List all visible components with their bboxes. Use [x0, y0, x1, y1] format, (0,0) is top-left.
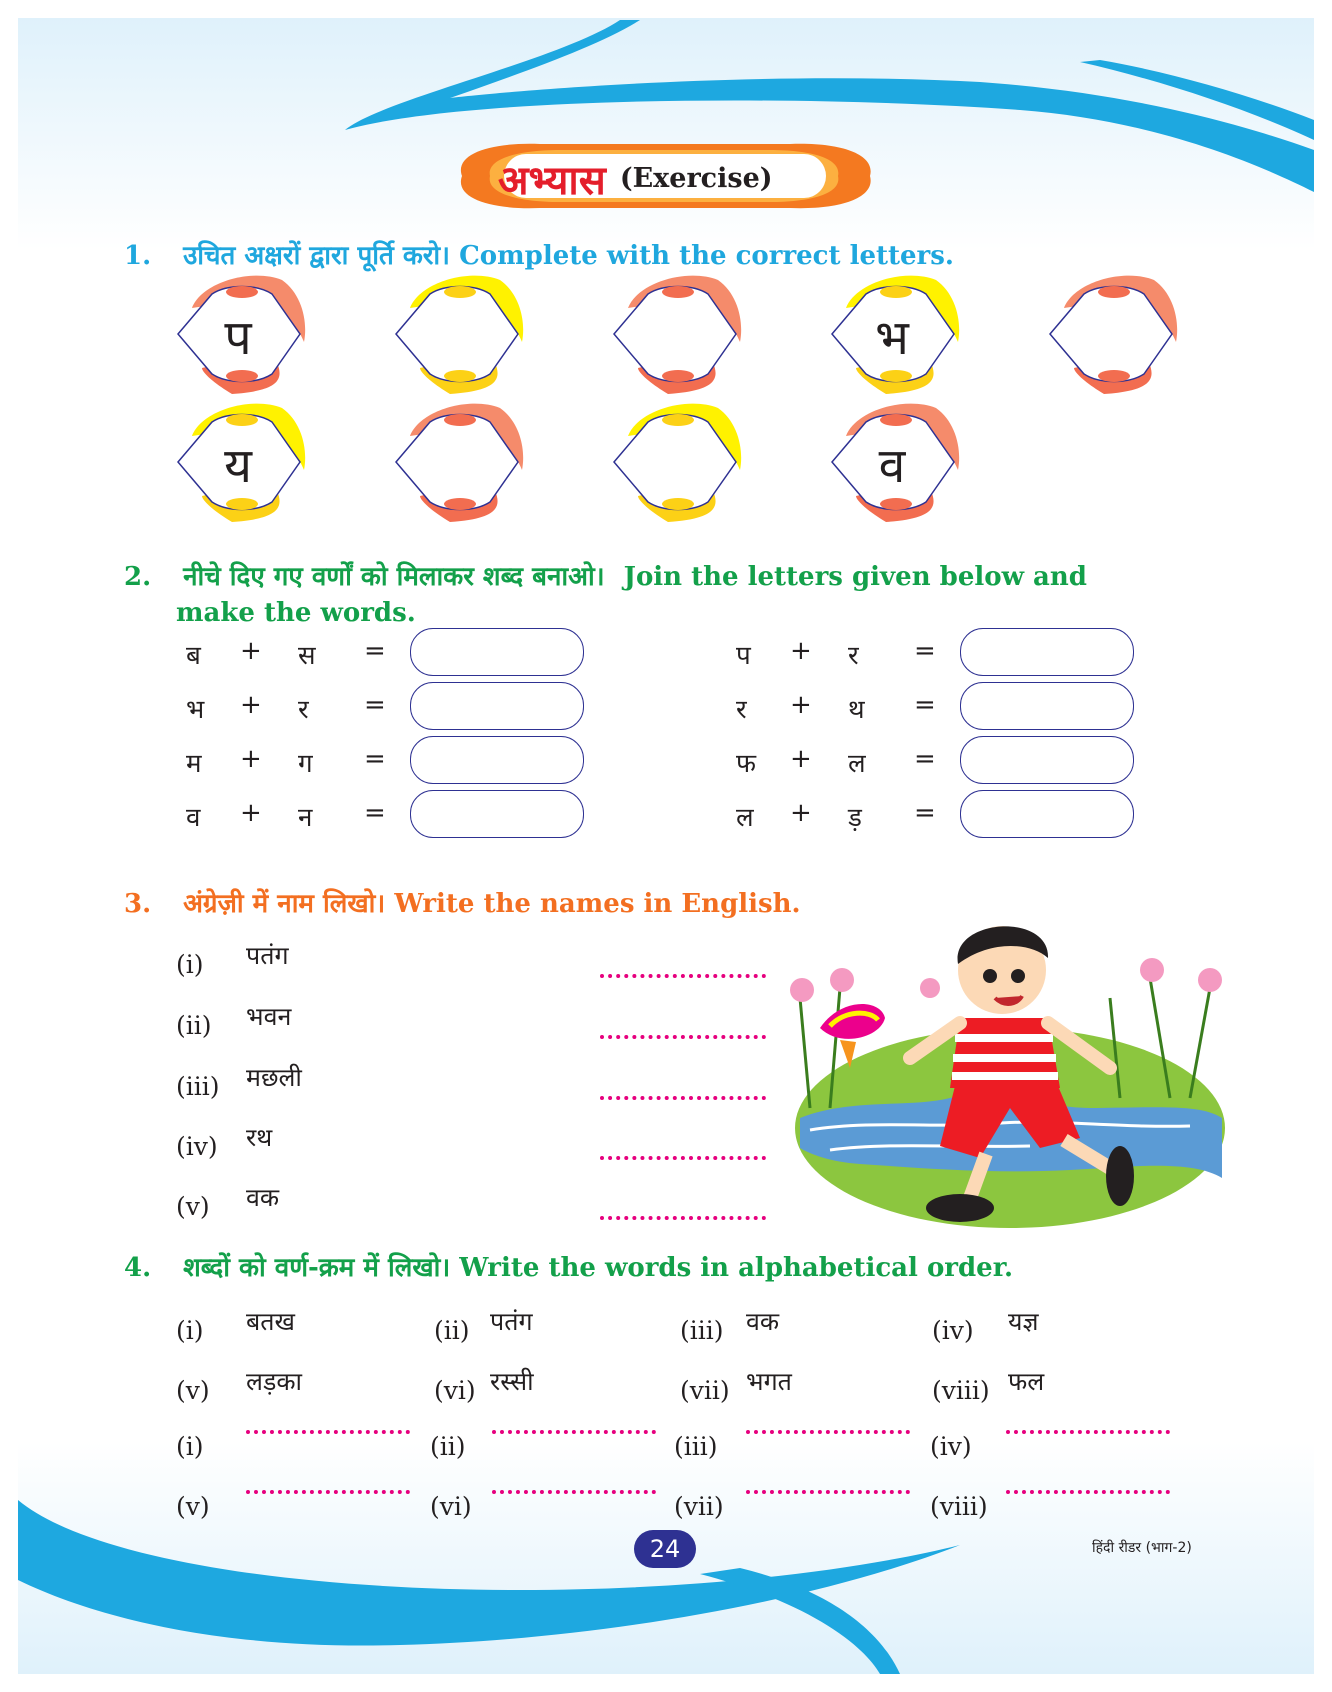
box-letter: प	[224, 309, 252, 366]
question-hindi: अंग्रेज़ी में नाम लिखो।	[183, 889, 386, 919]
question-number: 1.	[124, 241, 152, 271]
title-hindi: अभ्यास	[498, 156, 606, 204]
answer-line[interactable]	[600, 1156, 766, 1160]
item-number: (v)	[176, 1192, 210, 1221]
hindi-word: वक	[246, 1183, 280, 1212]
answer-number: (v)	[176, 1492, 210, 1521]
equals-sign: =	[364, 636, 386, 666]
question-2	[124, 557, 1087, 593]
answer-line[interactable]	[246, 1430, 410, 1434]
word-number: (v)	[176, 1376, 210, 1405]
equals-sign: =	[914, 636, 936, 666]
plus-sign: +	[790, 636, 812, 666]
letter-box[interactable]	[826, 400, 966, 524]
answer-line[interactable]	[600, 1216, 766, 1220]
letter-box[interactable]	[608, 272, 748, 396]
answer-box[interactable]	[960, 628, 1134, 676]
answer-number: (viii)	[930, 1492, 988, 1521]
answer-number: (iv)	[930, 1432, 972, 1461]
box-letter: व	[878, 437, 906, 494]
question-english: Write the names in English.	[394, 889, 801, 919]
title-english: (Exercise)	[619, 162, 773, 194]
letter-b: थ	[848, 695, 865, 725]
question-hindi: नीचे दिए गए वर्णों को मिलाकर शब्द बनाओ।	[183, 562, 605, 592]
answer-box[interactable]	[410, 790, 584, 838]
letter-b: न	[298, 803, 313, 833]
item-number: (iii)	[176, 1072, 220, 1101]
letter-box[interactable]	[826, 272, 966, 396]
answer-line[interactable]	[600, 1035, 766, 1039]
item-number: (iv)	[176, 1132, 218, 1161]
plus-sign: +	[240, 690, 262, 720]
equals-sign: =	[914, 744, 936, 774]
word: रस्सी	[490, 1367, 534, 1396]
question-hindi: उचित अक्षरों द्वारा पूर्ति करो।	[183, 241, 451, 271]
answer-box[interactable]	[960, 736, 1134, 784]
equals-sign: =	[914, 690, 936, 720]
answer-number: (i)	[176, 1432, 204, 1461]
letter-a: व	[186, 803, 201, 833]
word-number: (iii)	[680, 1316, 724, 1345]
letter-b: र	[848, 641, 859, 671]
question-3	[124, 884, 801, 920]
question-english-line2: make the words.	[176, 598, 416, 628]
box-letter	[638, 436, 710, 492]
answer-line[interactable]	[492, 1490, 656, 1494]
letter-b: स	[298, 641, 316, 671]
question-number: 3.	[124, 889, 152, 919]
word-number: (vi)	[434, 1376, 476, 1405]
equals-sign: =	[914, 798, 936, 828]
equals-sign: =	[364, 744, 386, 774]
answer-line[interactable]	[746, 1490, 910, 1494]
hindi-word: रथ	[246, 1123, 273, 1152]
question-english: Join the letters given below and	[623, 562, 1087, 592]
answer-line[interactable]	[600, 1096, 766, 1100]
question-4	[124, 1248, 1013, 1284]
letter-box[interactable]	[390, 272, 530, 396]
letter-a: र	[736, 695, 747, 725]
answer-box[interactable]	[410, 736, 584, 784]
answer-line[interactable]	[492, 1430, 656, 1434]
answer-line[interactable]	[600, 974, 766, 978]
word-number: (vii)	[680, 1376, 730, 1405]
item-number: (ii)	[176, 1011, 212, 1040]
question-2-continued	[176, 598, 416, 628]
answer-line[interactable]	[246, 1490, 410, 1494]
letter-b: ड़	[848, 803, 862, 833]
word: पतंग	[490, 1307, 533, 1336]
plus-sign: +	[790, 798, 812, 828]
boy-illustration	[790, 918, 1230, 1230]
plus-sign: +	[240, 636, 262, 666]
word: भगत	[746, 1367, 792, 1396]
box-letter: भ	[875, 309, 909, 366]
answer-box[interactable]	[960, 682, 1134, 730]
answer-box[interactable]	[960, 790, 1134, 838]
question-english: Complete with the correct letters.	[459, 241, 954, 271]
answer-number: (vi)	[430, 1492, 472, 1521]
letter-a: म	[186, 749, 202, 779]
letter-b: ग	[298, 749, 313, 779]
word-number: (i)	[176, 1316, 204, 1345]
letter-a: ब	[186, 641, 201, 671]
equals-sign: =	[364, 690, 386, 720]
hindi-word: भवन	[246, 1002, 292, 1031]
answer-box[interactable]	[410, 682, 584, 730]
word: फल	[1008, 1367, 1045, 1396]
book-title: हिंदी रीडर (भाग-2)	[1092, 1540, 1192, 1556]
word-number: (viii)	[932, 1376, 990, 1405]
item-number: (i)	[176, 950, 204, 979]
box-letter	[638, 308, 710, 364]
plus-sign: +	[790, 690, 812, 720]
answer-number: (ii)	[430, 1432, 466, 1461]
plus-sign: +	[240, 798, 262, 828]
question-number: 2.	[124, 562, 152, 592]
word: बतख	[246, 1307, 295, 1336]
word: यज्ञ	[1008, 1307, 1039, 1336]
box-letter	[1074, 308, 1146, 364]
hindi-word: मछली	[246, 1063, 302, 1092]
letter-b: र	[298, 695, 309, 725]
box-letter: य	[224, 437, 252, 494]
word-number: (iv)	[932, 1316, 974, 1345]
plus-sign: +	[240, 744, 262, 774]
question-hindi: शब्दों को वर्ण-क्रम में लिखो।	[183, 1253, 451, 1283]
answer-line[interactable]	[746, 1430, 910, 1434]
equals-sign: =	[364, 798, 386, 828]
letter-box[interactable]	[390, 400, 530, 524]
plus-sign: +	[790, 744, 812, 774]
answer-box[interactable]	[410, 628, 584, 676]
letter-box[interactable]	[1044, 272, 1184, 396]
box-letter	[420, 308, 492, 364]
question-number: 4.	[124, 1253, 152, 1283]
hindi-word: पतंग	[246, 941, 289, 970]
answer-number: (vii)	[674, 1492, 724, 1521]
answer-number: (iii)	[674, 1432, 718, 1461]
question-1	[124, 236, 954, 272]
letter-a: ल	[736, 803, 754, 833]
letter-a: प	[736, 641, 751, 671]
letter-box[interactable]	[608, 400, 748, 524]
word-number: (ii)	[434, 1316, 470, 1345]
letter-b: ल	[848, 749, 866, 779]
word: वक	[746, 1307, 780, 1336]
letter-box[interactable]	[172, 272, 312, 396]
question-english: Write the words in alphabetical order.	[459, 1253, 1014, 1283]
answer-line[interactable]	[1006, 1490, 1170, 1494]
word: लड़का	[246, 1367, 303, 1396]
page-number: 24	[634, 1530, 696, 1568]
letter-a: फ	[736, 749, 757, 779]
exercise-title	[498, 148, 773, 208]
answer-line[interactable]	[1006, 1430, 1170, 1434]
letter-box[interactable]	[172, 400, 312, 524]
letter-a: भ	[186, 695, 205, 725]
box-letter	[420, 436, 492, 492]
